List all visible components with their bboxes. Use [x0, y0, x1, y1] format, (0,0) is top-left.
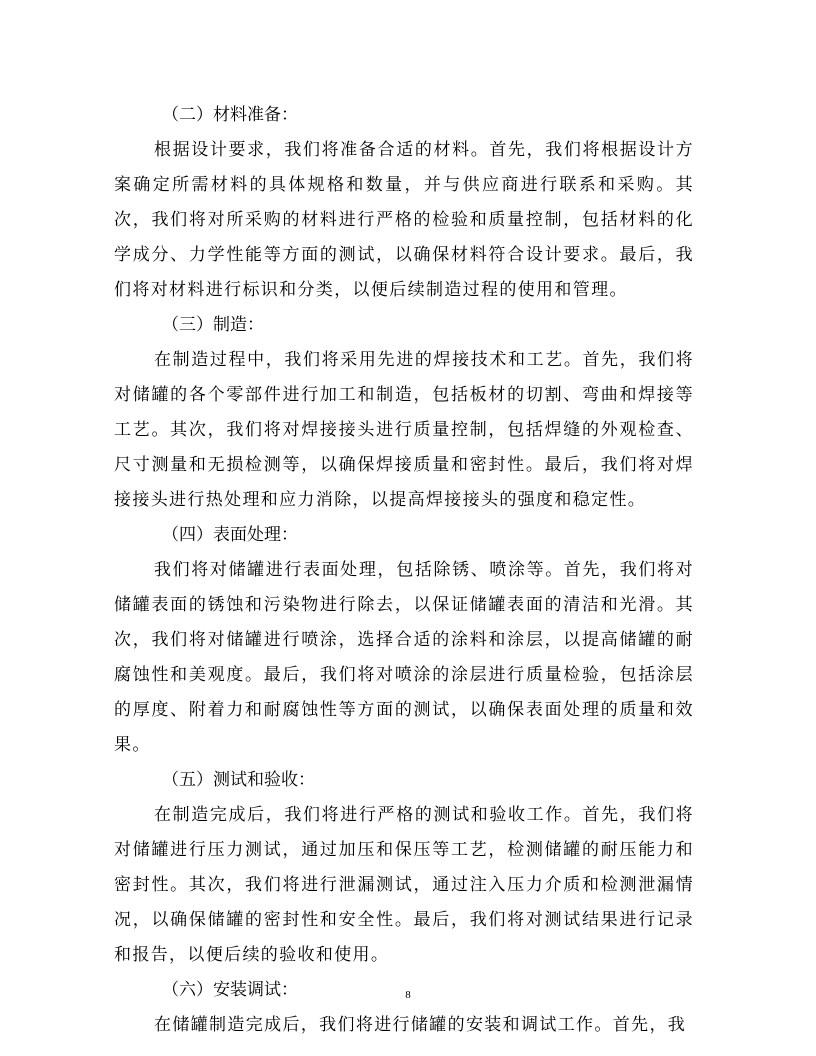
- section-materials: [114, 98, 694, 308]
- section-heading: （二）材料准备：: [162, 105, 298, 125]
- page-number: 8: [405, 989, 411, 1001]
- section-heading: （五）测试和验收：: [162, 770, 315, 790]
- section-heading: （四）表面处理：: [162, 525, 298, 545]
- section-installation: [114, 973, 694, 1043]
- section-testing-acceptance: [114, 763, 694, 973]
- section-paragraph: 在制造完成后，我们将进行严格的测试和验收工作。首先，我们将对储罐进行压力测试，通过加压和保压等工艺，检测储罐的耐压能力和密封性。其次，我们将进行泄漏测试，通过注入压力介质和检测泄漏情况，以确保储罐的密封性和安全性。最后，我们将对测试结果进行记录和报告，以便后续的验收和使用。: [114, 805, 694, 965]
- section-paragraph: 根据设计要求，我们将准备合适的材料。首先，我们将根据设计方案确定所需材料的具体规格和数量，并与供应商进行联系和采购。其次，我们将对所采购的材料进行严格的检验和质量控制，包括材料的化学成分、力学性能等方面的测试，以确保材料符合设计要求。最后，我们将对材料进行标识和分类，以便后续制造过程的使用和管理。: [114, 140, 694, 300]
- section-paragraph: 在制造过程中，我们将采用先进的焊接技术和工艺。首先，我们将对储罐的各个零部件进行加工和制造，包括板材的切割、弯曲和焊接等工艺。其次，我们将对焊接接头进行质量控制，包括焊缝的外观检查、尺寸测量和无损检测等，以确保焊接质量和密封性。最后，我们将对焊接接头进行热处理和应力消除，以提高焊接接头的强度和稳定性。: [114, 350, 694, 510]
- section-heading: （三）制造：: [162, 315, 264, 335]
- section-surface-treatment: [114, 518, 694, 763]
- section-paragraph: 在储罐制造完成后，我们将进行储罐的安装和调试工作。首先，我: [154, 1015, 687, 1035]
- section-paragraph: 我们将对储罐进行表面处理，包括除锈、喷涂等。首先，我们将对储罐表面的锈蚀和污染物进行除去，以保证储罐表面的清洁和光滑。其次，我们将对储罐进行喷涂，选择合适的涂料和涂层，以提高储罐的耐腐蚀性和美观度。最后，我们将对喷涂的涂层进行质量检验，包括涂层的厚度、附着力和耐腐蚀性等方面的测试，以确保表面处理的质量和效果。: [114, 560, 694, 755]
- document-body: [114, 98, 694, 1043]
- section-manufacturing: [114, 308, 694, 518]
- section-heading: （六）安装调试：: [162, 980, 298, 1000]
